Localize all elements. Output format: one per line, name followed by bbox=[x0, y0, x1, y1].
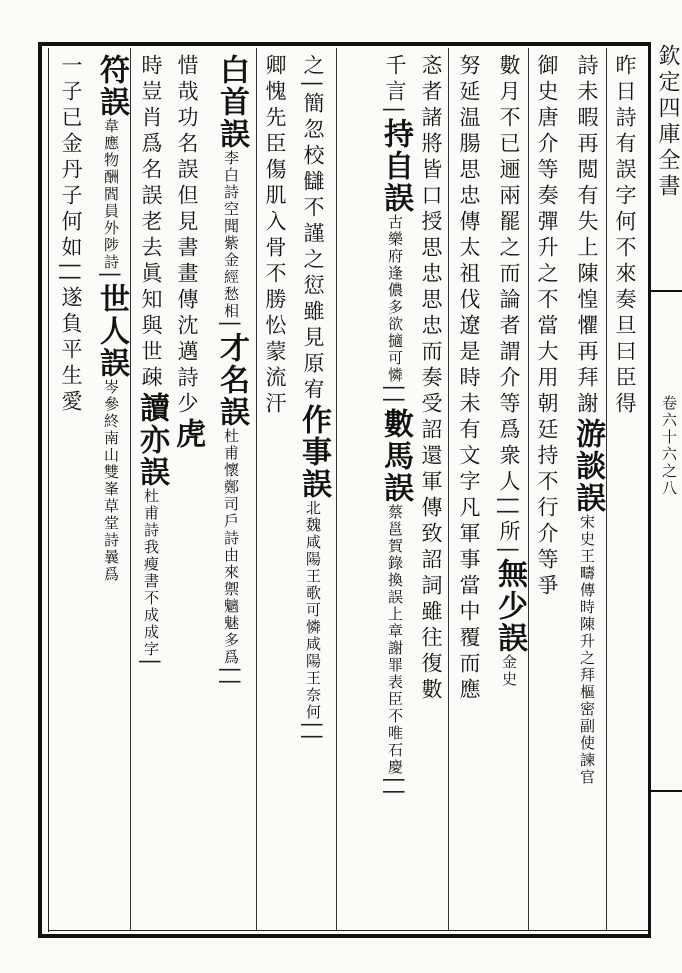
dash-mark: || bbox=[497, 496, 521, 521]
frame-top-border bbox=[38, 42, 648, 46]
column-text: 昨日詩有誤字何不來奏旦曰臣得 bbox=[613, 54, 637, 418]
column-text: 詔還軍傳致詔詞雖往復數 bbox=[419, 418, 443, 704]
column-text: 遂負平生愛 bbox=[59, 286, 83, 417]
dash-mark: | bbox=[383, 106, 407, 119]
headword: 持自誤 bbox=[378, 118, 413, 215]
text-column bbox=[296, 54, 330, 928]
column-divider bbox=[256, 48, 257, 930]
text-column bbox=[170, 54, 204, 928]
frame-left-border bbox=[38, 42, 42, 938]
headword: 符誤 bbox=[94, 54, 129, 118]
column-divider bbox=[528, 48, 529, 930]
dash-mark: | bbox=[99, 271, 123, 284]
column-text: 數月不已逦兩罷之而論者謂介等 bbox=[497, 54, 521, 418]
column-text: 努延温腸思忠傳太祖伐遼是時未 bbox=[457, 54, 481, 418]
text-column bbox=[570, 54, 604, 928]
frame-bottom-inner-border bbox=[48, 930, 648, 931]
column-text: 千言 bbox=[383, 54, 407, 106]
headword-note: 北魏咸陽王歌可憐咸陽王奈何 bbox=[304, 500, 322, 722]
column-divider bbox=[448, 48, 449, 930]
dash-mark: || bbox=[219, 666, 243, 691]
text-column bbox=[374, 54, 412, 928]
dash-mark: | bbox=[497, 546, 521, 559]
dash-mark: | bbox=[219, 320, 243, 333]
column-text: 一子已 bbox=[59, 54, 83, 132]
column-text: 卿愧先臣傷肌入骨不勝忪蒙流汗 bbox=[263, 54, 287, 418]
text-column bbox=[492, 54, 526, 928]
text-column bbox=[608, 54, 642, 928]
column-divider bbox=[130, 48, 131, 930]
column-text: 廷持不行介等爭 bbox=[535, 418, 559, 600]
headword: 虎 bbox=[170, 418, 205, 450]
column-text: 忞者諸將皆口授思忠思忠而奏受 bbox=[419, 54, 443, 418]
column-text: 所 bbox=[497, 520, 521, 547]
column-text: 詩未暇再閲有失上陳惶懼再拜謝 bbox=[575, 54, 599, 418]
column-divider bbox=[336, 48, 337, 930]
dash-mark: || bbox=[383, 776, 407, 801]
column-text: 時豈肖爲名誤老去眞知與世疎 bbox=[139, 54, 163, 392]
column-text: 簡忽校讎不謹之愆雖見原宥 bbox=[301, 92, 325, 405]
text-column bbox=[210, 54, 248, 928]
fold-margin-tick bbox=[648, 290, 682, 292]
headword-note: 李白詩空聞紫金經愁相 bbox=[222, 150, 240, 320]
headword-note: 韋應物酬閻員外陟詩 bbox=[102, 118, 120, 271]
column-text: 金丹子何如 bbox=[59, 132, 83, 262]
headword-note: 岑參終南山雙峯草堂詩曩爲 bbox=[102, 379, 120, 584]
frame-bottom-border bbox=[38, 934, 648, 938]
text-column bbox=[414, 54, 448, 928]
fold-label: 卷六十六之八 bbox=[660, 395, 678, 497]
headword: 才名誤 bbox=[214, 332, 249, 429]
headword: 作事誤 bbox=[296, 404, 331, 501]
text-column bbox=[452, 54, 486, 928]
headword: 讀亦誤 bbox=[134, 392, 169, 488]
text-column bbox=[90, 54, 128, 928]
text-column bbox=[134, 54, 168, 928]
headword: 白首誤 bbox=[214, 54, 249, 150]
dash-mark: | bbox=[139, 658, 163, 671]
headword-note: 蔡邕賀錄換誤上章謝罪表臣不唯石慶 bbox=[386, 504, 404, 777]
dash-mark: || bbox=[59, 262, 83, 287]
column-text: 御史唐介等奏彈升之不當大用朝 bbox=[535, 54, 559, 418]
column-text: 有文字凡軍事當中覆而應 bbox=[457, 418, 481, 704]
column-divider bbox=[606, 48, 607, 930]
fold-margin-rule bbox=[648, 42, 651, 938]
dash-mark: | bbox=[301, 80, 325, 93]
headword-note: 杜甫詩我瘦書不成成字 bbox=[142, 488, 160, 658]
column-text: 惜哉功名誤但見書畫傳沈邁詩少 bbox=[175, 54, 199, 418]
headword-note: 金史 bbox=[500, 654, 518, 689]
headword: 無少誤 bbox=[492, 558, 527, 655]
headword-note: 宋史王疇傳時陳升之拜樞密副使諫官 bbox=[578, 514, 596, 786]
column-text: 爲衆人 bbox=[497, 418, 521, 496]
fold-margin-tick bbox=[648, 790, 682, 792]
headword: 游談誤 bbox=[570, 418, 605, 514]
headword-note: 古樂府逢儂多欲擿可憐 bbox=[386, 214, 404, 385]
frame-left-inner-border bbox=[48, 48, 49, 932]
headword: 數馬誤 bbox=[378, 408, 413, 505]
headword-note: 杜甫懷鄭司戶詩由來禦魑魅多爲 bbox=[222, 428, 240, 667]
text-column bbox=[258, 54, 292, 928]
column-text: 之 bbox=[301, 54, 325, 80]
running-title: 欽定四庫全書 bbox=[655, 44, 680, 200]
text-column bbox=[530, 54, 564, 928]
dash-mark: || bbox=[301, 721, 325, 746]
headword: 世人誤 bbox=[94, 283, 129, 380]
text-column bbox=[54, 54, 88, 928]
dash-mark: || bbox=[383, 384, 407, 409]
